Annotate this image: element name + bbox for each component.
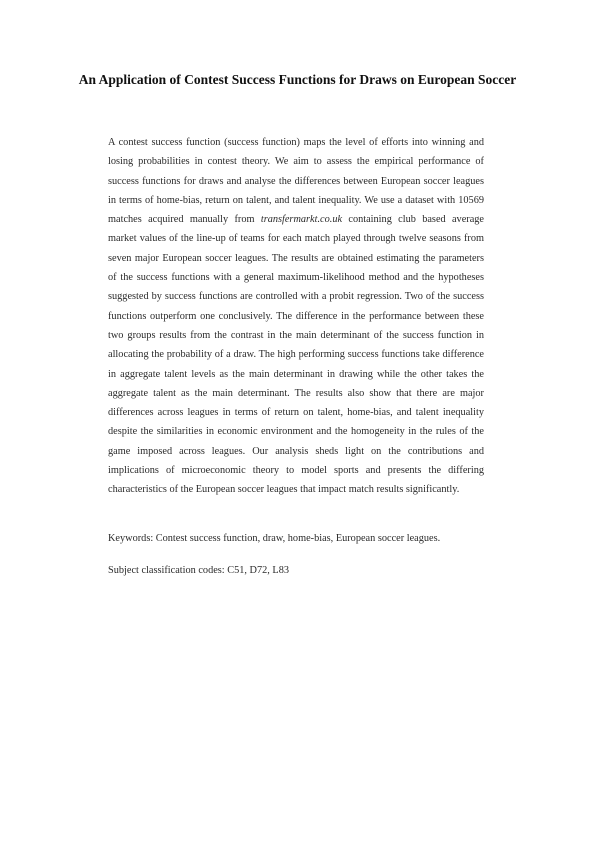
source-website-link[interactable]: transfermarkt.co.uk	[260, 214, 343, 226]
abstract-text-start: A contest success function (success function) maps the level of efforts into winning and losing probabilities in contest theory. We aim to assess the empirical performance of success functions for draws and analyse the differences between European soccer leagues in terms of home-bias, return on talent, and talent inequality. We use a dataset with 10569 matches acquired manually from	[108, 137, 484, 226]
subject-classification-codes: Subject classification codes: C51, D72, L83	[108, 565, 290, 576]
abstract-text-end: containing club based average market values of the line-up of teams for each match played through twelve seasons from seven major European soccer leagues. The results are obtained estimating the parameters of the success functions with a general maximum-likelihood method and the hypotheses suggested by success functions are controlled with a probit regression. Two of the success functions outperform one conclusively. The difference in the performance between these two groups results from the contrast in the main determinant of the success function in allocating the probability of a draw. The high performing success functions take difference in aggregate talent levels as the main determinant in drawing while the other takes the aggregate talent as the main determinant. The results also show that there are major differences across leagues in terms of return on talent, home-bias, and talent inequality despite the similarities in economic environment and the homogeneity in the rules of the game imposed across leagues. Our analysis sheds light on the contributions and implications of microeconomic theory to model sports and presents the differing characteristics of the European soccer leagues that impact match results significantly.	[108, 214, 484, 496]
keywords-line: Keywords: Contest success function, draw, home-bias, European soccer leagues.	[108, 533, 441, 544]
abstract-paragraph	[108, 133, 484, 500]
paper-title: An Application of Contest Success Functions for Draws on European Soccer	[78, 72, 517, 87]
